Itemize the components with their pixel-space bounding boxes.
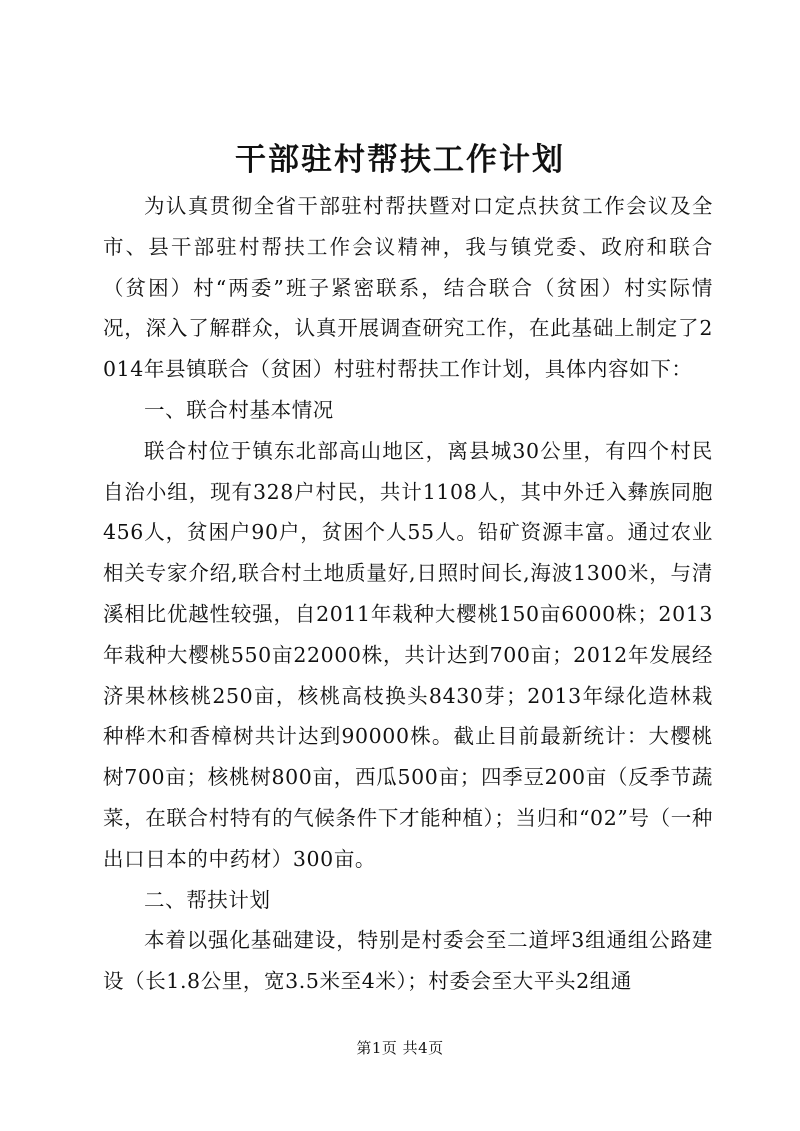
section-1-heading: 一、联合村基本情况	[144, 397, 334, 422]
section-1-paragraph: 联合村位于镇东北部高山地区，离县城30公里，有四个村民自治小组，现有328户村民，共计1108人，其中外迁入彝族同胞456人，贫困户90户，贫困个人55人。铅矿资源丰富。通过农业相关专家介绍,联合村土地质量好,日照时间长,海波1300米，与清溪相比优越性较强，自2011年栽种大樱桃150亩6000株；2013年栽种大樱桃550亩22000株，共计达到700亩；2012年发展经济果林核桃250亩，核桃高枝换头8430芽；2013年绿化造林栽种桦木和香樟树共计达到90000株。截止目前最新统计：大樱桃树700亩；核桃树800亩，西瓜500亩；四季豆200亩（反季节蔬菜，在联合村特有的气候条件下才能种植）；当归和“02”号（一种出口日本的中药材）300亩。	[103, 438, 713, 871]
intro-paragraph: 为认真贯彻全省干部驻村帮扶暨对口定点扶贫工作会议及全市、县干部驻村帮扶工作会议精神，我与镇党委、政府和联合（贫困）村“两委”班子紧密联系，结合联合（贫困）村实际情况，深入了解群众，认真开展调查研究工作，在此基础上制定了2014年县镇联合（贫困）村驻村帮扶工作计划，具体内容如下：	[103, 194, 713, 382]
page-footer: 第1页 共4页	[356, 1039, 444, 1057]
document-title: 干部驻村帮扶工作计划	[235, 142, 565, 178]
section-2-paragraph: 本着以强化基础建设，特别是村委会至二道坪3组通组公路建设（长1.8公里，宽3.5米至4米）；村委会至大平头2组通	[103, 928, 713, 994]
section-2-heading: 二、帮扶计划	[144, 887, 271, 912]
document-body	[103, 186, 713, 1002]
